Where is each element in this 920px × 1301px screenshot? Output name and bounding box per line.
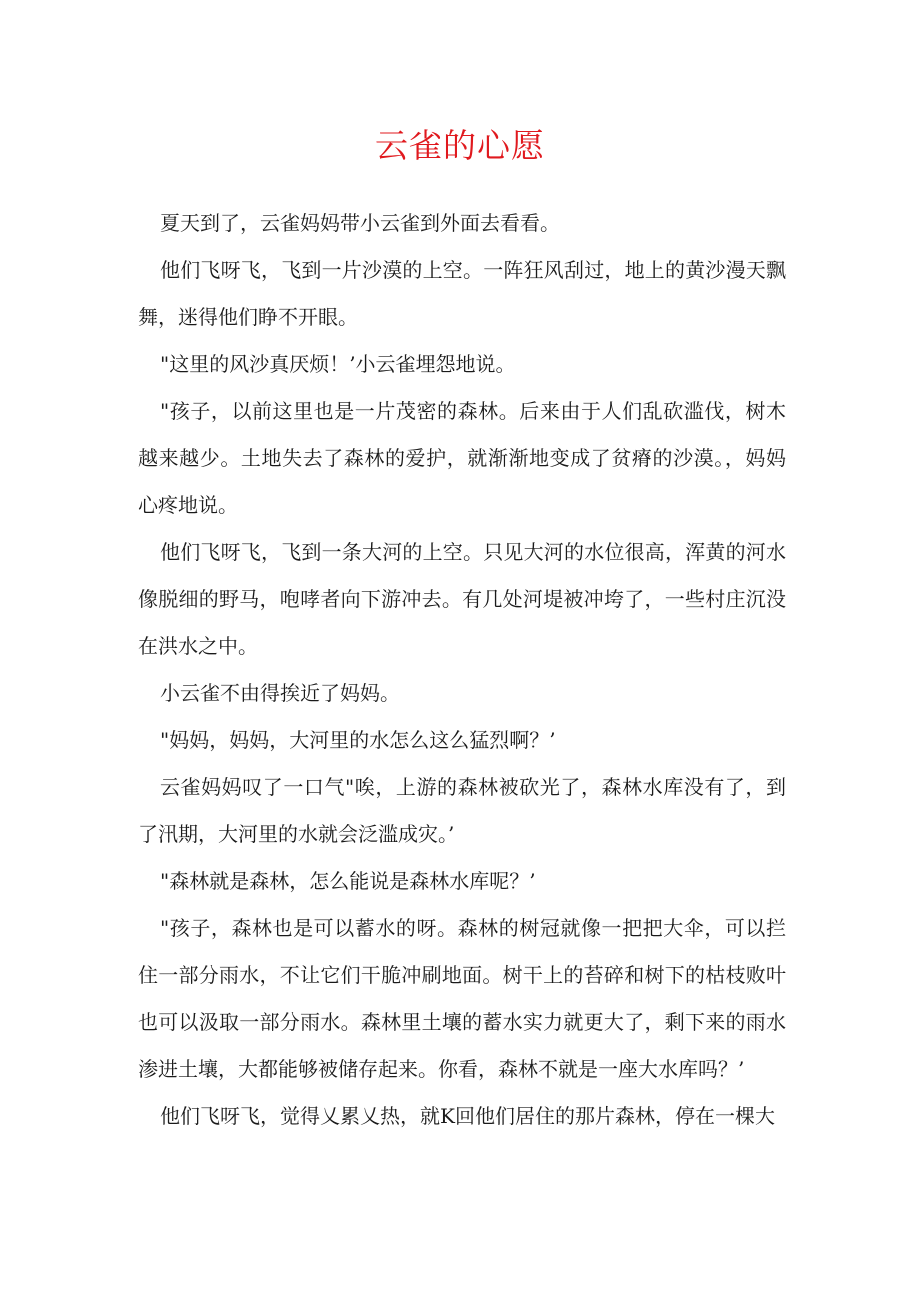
paragraph: 他们飞呀飞，觉得乂累乂热，就K回他们居住的那片森林，停在一棵大 <box>160 1104 775 1128</box>
paragraph: "孩子，以前这里也是一片茂密的森林。后来由于人们乱砍滥伐，树木越来越少。土地失去了森林的爱护，就渐渐地变成了贫瘠的沙漠。，妈妈心疼地说。 <box>138 399 786 517</box>
document-title: 云雀的心愿 <box>375 126 545 165</box>
paragraph: "森林就是森林，怎么能说是森林水库呢？’ <box>160 869 536 893</box>
paragraph: "孩子，森林也是可以蓄水的呀。森林的树冠就像一把把大伞，可以拦住一部分雨水，不让它们干脆冲刷地面。树干上的苔碎和树下的枯枝败叶也可以汲取一部分雨水。森林里土壤的蓄水实力就更大了，剩下来的雨水渗进土壤，大都能够被储存起来。你看，森林不就是一座大水库吗？’ <box>138 916 786 1081</box>
paragraph: 小云雀不由得挨近了妈妈。 <box>160 681 400 705</box>
document-body <box>138 200 786 1140</box>
paragraph: 他们飞呀飞，飞到一条大河的上空。只见大河的水位很高，浑黄的河水像脱细的野马，咆哮者向下游冲去。有几处河堤被冲垮了，一些村庄沉没在洪水之中。 <box>138 540 786 658</box>
paragraph: 他们飞呀飞，飞到一片沙漠的上空。一阵狂风刮过，地上的黄沙漫天飘舞，迷得他们睁不开眼。 <box>138 258 786 329</box>
paragraph: "这里的风沙真厌烦！’小云雀埋怨地说。 <box>160 352 516 376</box>
paragraph: 夏天到了，云雀妈妈带小云雀到外面去看看。 <box>160 211 560 235</box>
paragraph: 云雀妈妈叹了一口气"唉，上游的森林被砍光了，森林水库没有了，到了汛期，大河里的水就会泛滥成灾。’ <box>138 775 786 846</box>
paragraph: "妈妈，妈妈，大河里的水怎么这么猛烈啊？’ <box>160 728 556 752</box>
